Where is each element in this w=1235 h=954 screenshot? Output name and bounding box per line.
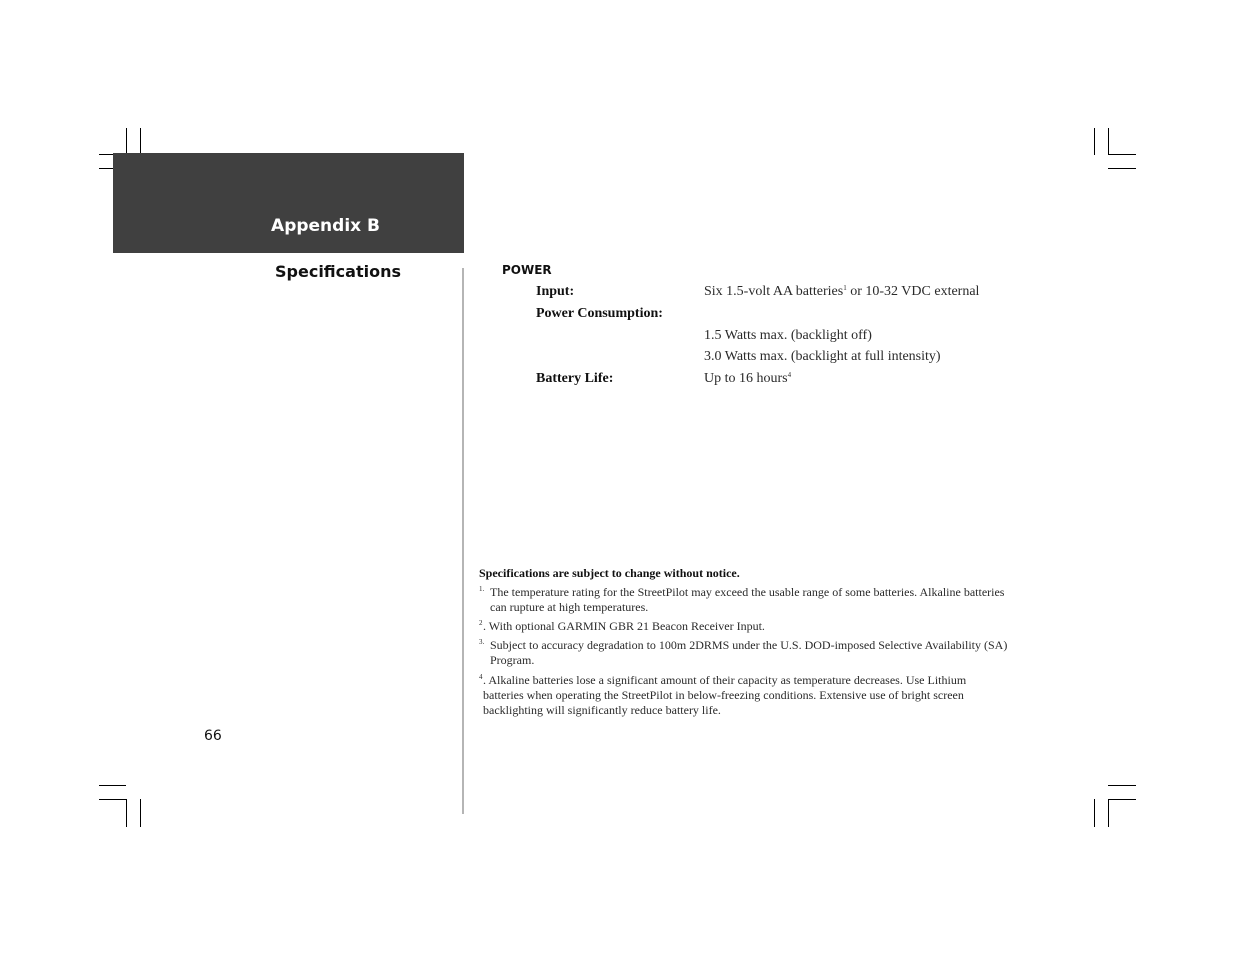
spec-value-consumption-full: 3.0 Watts max. (backlight at full intensity) <box>704 349 941 364</box>
change-notice: Specifications are subject to change without notice. <box>479 566 740 580</box>
spec-value-consumption-off: 1.5 Watts max. (backlight off) <box>704 328 872 343</box>
crop-mark <box>126 128 127 155</box>
footnote-mark: 1. <box>479 585 485 593</box>
appendix-title: Appendix B <box>271 216 380 236</box>
footnote-1 <box>479 585 1009 615</box>
crop-mark <box>140 799 141 827</box>
footnote-mark: 4 <box>479 673 483 681</box>
spec-label-input: Input: <box>536 284 575 299</box>
spec-value-input <box>704 284 979 300</box>
footnote-text: . Alkaline batteries lose a significant amount of their capacity as temperature decreases. Use Lithium batteries when operating the StreetPilot in below-freezing conditions. Extensive use of bright screen backlighting will significantly reduce battery life. <box>483 673 967 717</box>
footnote-text: . With optional GARMIN GBR 21 Beacon Receiver Input. <box>483 619 765 633</box>
section-title: Specifications <box>275 262 401 281</box>
footnote-3 <box>479 638 1009 668</box>
spec-value-text: Up to 16 hours <box>704 371 788 386</box>
spec-value-text: Six 1.5-volt AA batteries <box>704 284 844 299</box>
footnote-ref: 4 <box>787 371 792 379</box>
footnote-ref: 1 <box>843 284 847 292</box>
footnote-mark: 2 <box>479 619 483 627</box>
footnote-2 <box>479 619 1009 634</box>
crop-mark <box>1108 785 1136 786</box>
crop-mark <box>126 799 127 827</box>
crop-mark <box>1108 154 1136 155</box>
spec-label-battery-life: Battery Life: <box>536 371 614 386</box>
footnote-mark: 3. <box>479 638 485 646</box>
spec-value-battery-life <box>704 371 791 387</box>
crop-mark <box>1094 799 1095 827</box>
crop-mark <box>1094 128 1095 155</box>
footnote-text: Subject to accuracy degradation to 100m 2DRMS under the U.S. DOD-imposed Selective Availability (SA) Program. <box>490 638 1008 667</box>
crop-mark <box>140 128 141 155</box>
crop-mark <box>99 799 126 800</box>
power-heading: POWER <box>502 263 552 277</box>
crop-mark <box>1108 168 1136 169</box>
crop-mark <box>1108 799 1109 827</box>
column-divider <box>462 268 464 814</box>
crop-mark <box>1108 128 1109 155</box>
spec-value-text: or 10-32 VDC external <box>846 284 980 299</box>
appendix-header-band <box>113 153 464 253</box>
crop-mark <box>99 785 126 786</box>
spec-label-power-consumption: Power Consumption: <box>536 306 663 321</box>
footnote-text: The temperature rating for the StreetPilot may exceed the usable range of some batteries. Alkaline batteries can rupture at high temperatures. <box>490 585 1005 614</box>
crop-mark <box>1108 799 1136 800</box>
page-number: 66 <box>204 728 222 744</box>
footnote-4 <box>479 673 1009 718</box>
